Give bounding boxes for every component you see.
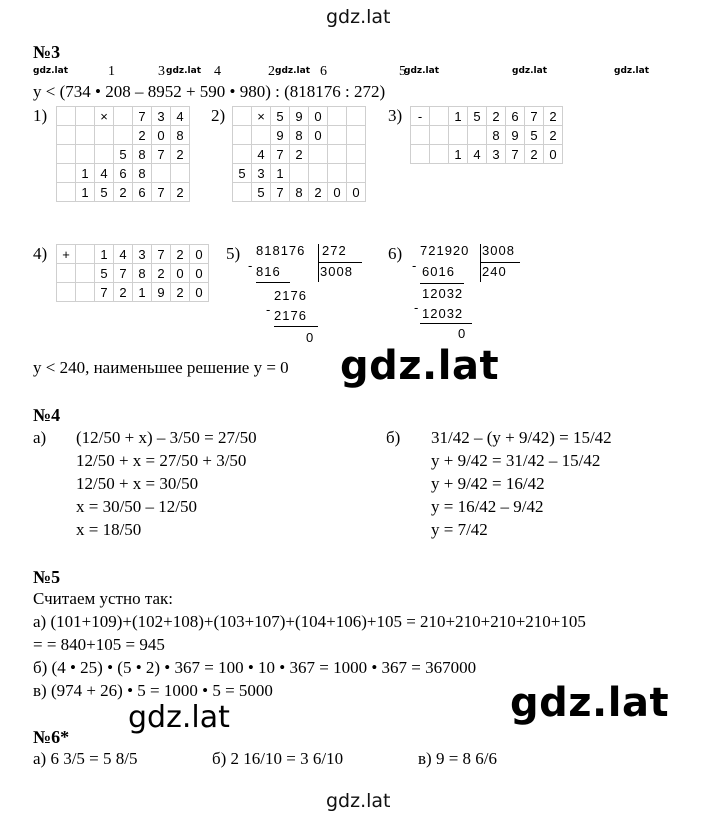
grid-digit: 9 bbox=[152, 283, 171, 302]
grid-cell bbox=[347, 126, 366, 145]
watermark-large: gdz.lat bbox=[510, 680, 670, 726]
grid-digit: 3 bbox=[152, 107, 171, 126]
grid-digit: 2 bbox=[114, 183, 133, 202]
problem4-a-line: x = 30/50 – 12/50 bbox=[76, 497, 198, 516]
grid-digit: 1 bbox=[76, 164, 95, 183]
grid-digit: 7 bbox=[271, 145, 290, 164]
order-mark: 1 bbox=[108, 64, 115, 79]
grid-cell bbox=[57, 107, 76, 126]
operation-sign: × bbox=[95, 107, 114, 126]
add4-grid bbox=[56, 244, 209, 302]
div5-sub1: 816 bbox=[256, 264, 281, 279]
grid-digit: 1 bbox=[76, 183, 95, 202]
watermark-top: gdz.lat bbox=[326, 6, 391, 28]
problem6-item: б) 2 16/10 = 3 6/10 bbox=[212, 749, 344, 768]
problem4-b-label: б) bbox=[386, 428, 401, 447]
grid-digit: 4 bbox=[252, 145, 271, 164]
grid-digit: 4 bbox=[95, 164, 114, 183]
grid-cell bbox=[76, 145, 95, 164]
grid-digit: 2 bbox=[171, 183, 190, 202]
grid-cell bbox=[152, 164, 171, 183]
operation-sign: - bbox=[411, 107, 430, 126]
problem4-b-line: y = 16/42 – 9/42 bbox=[431, 497, 544, 516]
problem5-line: а) (101+109)+(102+108)+(103+107)+(104+106)+105 = 210+210+210+210+105 bbox=[33, 612, 586, 631]
order-mark: 5 bbox=[399, 64, 406, 79]
grid-digit: 6 bbox=[114, 164, 133, 183]
grid-digit: 1 bbox=[271, 164, 290, 183]
grid-digit: 2 bbox=[171, 245, 190, 264]
grid-digit: 5 bbox=[233, 164, 252, 183]
grid-digit: 7 bbox=[152, 245, 171, 264]
grid-digit: 0 bbox=[152, 126, 171, 145]
grid-digit: 5 bbox=[252, 183, 271, 202]
watermark-small: gdz.lat bbox=[404, 66, 440, 76]
div5-dividend: 818176 bbox=[256, 243, 306, 258]
grid-digit: 9 bbox=[271, 126, 290, 145]
grid-cell bbox=[347, 145, 366, 164]
grid-cell bbox=[114, 126, 133, 145]
div5-sub2: 2176 bbox=[274, 308, 307, 323]
grid-cell bbox=[57, 283, 76, 302]
grid-cell bbox=[309, 145, 328, 164]
grid-cell bbox=[309, 164, 328, 183]
problem4-a-line: x = 18/50 bbox=[76, 520, 142, 539]
problem4-title: №4 bbox=[33, 405, 61, 425]
grid-cell bbox=[233, 107, 252, 126]
grid-digit: 8 bbox=[133, 264, 152, 283]
grid-digit: 7 bbox=[525, 107, 544, 126]
grid-digit: 1 bbox=[449, 145, 468, 164]
order-mark: 6 bbox=[320, 64, 327, 79]
problem4-b-line: y + 9/42 = 16/42 bbox=[431, 474, 545, 493]
grid-digit: 2 bbox=[544, 126, 563, 145]
grid-digit: 2 bbox=[487, 107, 506, 126]
grid-digit: 5 bbox=[468, 107, 487, 126]
grid-cell bbox=[57, 183, 76, 202]
grid-digit: 1 bbox=[449, 107, 468, 126]
grid-digit: 0 bbox=[347, 183, 366, 202]
operation-sign: + bbox=[57, 245, 76, 264]
grid-digit: 3 bbox=[252, 164, 271, 183]
inequality: y < (734 • 208 – 8952 + 590 • 980) : (818176 : 272) bbox=[33, 82, 386, 101]
mult1-grid bbox=[56, 106, 190, 202]
grid-cell bbox=[57, 145, 76, 164]
grid-digit: 5 bbox=[114, 145, 133, 164]
grid-cell bbox=[328, 164, 347, 183]
order-mark: 3 bbox=[158, 64, 165, 79]
step-label: 2) bbox=[211, 106, 226, 125]
grid-digit: 8 bbox=[290, 183, 309, 202]
grid-cell bbox=[411, 145, 430, 164]
grid-cell bbox=[449, 126, 468, 145]
problem5-intro: Считаем устно так: bbox=[33, 589, 173, 608]
grid-digit: 8 bbox=[487, 126, 506, 145]
watermark-large: gdz.lat bbox=[340, 343, 500, 389]
grid-digit: 2 bbox=[290, 145, 309, 164]
step-label: 4) bbox=[33, 244, 48, 263]
problem3-title: №3 bbox=[33, 42, 61, 62]
grid-digit: 2 bbox=[171, 145, 190, 164]
problem4-a-line: 12/50 + x = 27/50 + 3/50 bbox=[76, 451, 247, 470]
grid-digit: 2 bbox=[525, 145, 544, 164]
grid-digit: 1 bbox=[95, 245, 114, 264]
grid-cell bbox=[76, 283, 95, 302]
grid-cell bbox=[57, 264, 76, 283]
div6-remainder: 0 bbox=[458, 326, 467, 341]
div5-quotient: 3008 bbox=[320, 264, 353, 279]
problem5-title: №5 bbox=[33, 567, 61, 587]
problem5-line: б) (4 • 25) • (5 • 2) • 367 = 100 • 10 • 367 = 1000 • 367 = 367000 bbox=[33, 658, 477, 677]
grid-digit: 0 bbox=[328, 183, 347, 202]
problem4-a-line: (12/50 + x) – 3/50 = 27/50 bbox=[76, 428, 257, 447]
problem4-a-line: 12/50 + x = 30/50 bbox=[76, 474, 199, 493]
problem4-a-label: а) bbox=[33, 428, 47, 447]
grid-cell bbox=[328, 107, 347, 126]
grid-cell bbox=[430, 107, 449, 126]
grid-cell bbox=[252, 126, 271, 145]
operation-sign: × bbox=[252, 107, 271, 126]
watermark-small: gdz.lat bbox=[166, 66, 202, 76]
div6-quotient: 240 bbox=[482, 264, 507, 279]
grid-cell bbox=[114, 107, 133, 126]
grid-cell bbox=[57, 164, 76, 183]
grid-cell bbox=[57, 126, 76, 145]
grid-digit: 0 bbox=[190, 245, 209, 264]
div6-sub2: 12032 bbox=[422, 306, 464, 321]
grid-digit: 7 bbox=[114, 264, 133, 283]
step-label: 6) bbox=[388, 244, 403, 263]
grid-cell bbox=[76, 107, 95, 126]
grid-cell bbox=[76, 126, 95, 145]
grid-digit: 0 bbox=[309, 126, 328, 145]
grid-cell bbox=[430, 145, 449, 164]
grid-digit: 2 bbox=[171, 283, 190, 302]
grid-cell bbox=[76, 264, 95, 283]
grid-digit: 5 bbox=[95, 183, 114, 202]
grid-cell bbox=[347, 107, 366, 126]
grid-digit: 4 bbox=[171, 107, 190, 126]
grid-digit: 3 bbox=[133, 245, 152, 264]
grid-digit: 4 bbox=[114, 245, 133, 264]
grid-cell bbox=[95, 145, 114, 164]
step-label: 1) bbox=[33, 106, 48, 125]
grid-digit: 2 bbox=[114, 283, 133, 302]
grid-digit: 0 bbox=[171, 264, 190, 283]
grid-cell bbox=[76, 245, 95, 264]
grid-digit: 6 bbox=[133, 183, 152, 202]
div5-remainder: 0 bbox=[306, 330, 315, 345]
watermark-small: gdz.lat bbox=[33, 66, 69, 76]
grid-digit: 9 bbox=[290, 107, 309, 126]
grid-digit: 8 bbox=[290, 126, 309, 145]
sub3-grid bbox=[410, 106, 563, 164]
grid-digit: 0 bbox=[190, 283, 209, 302]
grid-cell bbox=[171, 164, 190, 183]
div6-dividend: 721920 bbox=[420, 243, 470, 258]
grid-digit: 7 bbox=[271, 183, 290, 202]
grid-digit: 5 bbox=[271, 107, 290, 126]
grid-cell bbox=[233, 126, 252, 145]
grid-digit: 8 bbox=[133, 145, 152, 164]
grid-cell bbox=[411, 126, 430, 145]
div6-divisor: 3008 bbox=[482, 243, 515, 258]
problem6-title: №6* bbox=[33, 727, 70, 747]
problem4-b-line: y + 9/42 = 31/42 – 15/42 bbox=[431, 451, 601, 470]
watermark-bottom: gdz.lat bbox=[326, 790, 391, 812]
grid-cell bbox=[328, 126, 347, 145]
grid-digit: 2 bbox=[152, 264, 171, 283]
order-mark: 2 bbox=[268, 64, 275, 79]
div6-rest1: 12032 bbox=[422, 286, 464, 301]
grid-cell bbox=[233, 183, 252, 202]
grid-digit: 1 bbox=[133, 283, 152, 302]
grid-digit: 6 bbox=[506, 107, 525, 126]
grid-digit: 4 bbox=[468, 145, 487, 164]
grid-cell bbox=[95, 126, 114, 145]
grid-cell bbox=[233, 145, 252, 164]
grid-digit: 0 bbox=[309, 107, 328, 126]
problem6-item: в) 9 = 8 6/6 bbox=[418, 749, 497, 768]
div5-rest1: 2176 bbox=[274, 288, 307, 303]
grid-digit: 7 bbox=[506, 145, 525, 164]
grid-digit: 7 bbox=[95, 283, 114, 302]
watermark-medium: gdz.lat bbox=[128, 700, 230, 735]
grid-digit: 7 bbox=[152, 183, 171, 202]
grid-digit: 2 bbox=[544, 107, 563, 126]
grid-cell bbox=[328, 145, 347, 164]
grid-digit: 0 bbox=[190, 264, 209, 283]
mult2-grid bbox=[232, 106, 366, 202]
grid-digit: 0 bbox=[544, 145, 563, 164]
grid-cell bbox=[430, 126, 449, 145]
grid-digit: 8 bbox=[133, 164, 152, 183]
problem5-line: в) (974 + 26) • 5 = 1000 • 5 = 5000 bbox=[33, 681, 273, 700]
problem4-b-line: 31/42 – (y + 9/42) = 15/42 bbox=[431, 428, 612, 447]
grid-digit: 2 bbox=[133, 126, 152, 145]
grid-digit: 5 bbox=[525, 126, 544, 145]
step-label: 3) bbox=[388, 106, 403, 125]
grid-cell bbox=[468, 126, 487, 145]
problem4-b-line: y = 7/42 bbox=[431, 520, 488, 539]
grid-digit: 7 bbox=[133, 107, 152, 126]
grid-digit: 7 bbox=[152, 145, 171, 164]
grid-digit: 2 bbox=[309, 183, 328, 202]
grid-cell bbox=[347, 164, 366, 183]
step-label: 5) bbox=[226, 244, 241, 263]
problem6-item: а) 6 3/5 = 5 8/5 bbox=[33, 749, 138, 768]
watermark-small: gdz.lat bbox=[512, 66, 548, 76]
watermark-small: gdz.lat bbox=[275, 66, 311, 76]
grid-digit: 5 bbox=[95, 264, 114, 283]
watermark-small: gdz.lat bbox=[614, 66, 650, 76]
grid-digit: 9 bbox=[506, 126, 525, 145]
grid-digit: 3 bbox=[487, 145, 506, 164]
div5-divisor: 272 bbox=[322, 243, 347, 258]
problem3-answer: y < 240, наименьшее решение y = 0 bbox=[33, 358, 289, 377]
order-mark: 4 bbox=[214, 64, 221, 79]
grid-digit: 8 bbox=[171, 126, 190, 145]
grid-cell bbox=[290, 164, 309, 183]
div6-sub1: 6016 bbox=[422, 264, 455, 279]
problem5-line: = = 840+105 = 945 bbox=[33, 635, 165, 654]
